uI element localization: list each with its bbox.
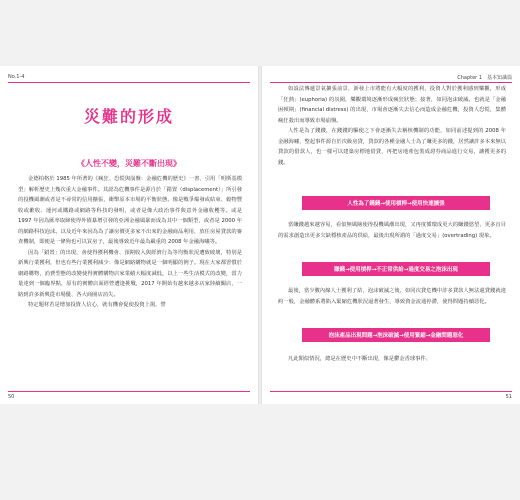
left-paragraph: 金德柏格於 1985 年所著的《瘋狂、恐慌與崩盤：金融危機的歷史》一書，引用「明斯基模型」解析歷史上幾次重大金融事件。其認為危機事件是源自於「錯置（displacement）」所引發的投機風潮或者是不尋常的信用擴張，衝擊原本市場的平衡狀態。像是戰爭爆發或結束、穀物豐收或歉收、運河或鐵路或網路等科技的發明，或者是像大政治事件與意外金融收穫等。或是 1997 年因為匯率取締使得外債暴增引發的亞洲金融風暴而成為其中一個類型，或者是 2000 年的網路科技泡沫。以及近年來因為為了讓房價更多家不出來的金融商品利用，放任房屋貸款的審查機制，即便是一條狗也可以買房子，最後導致近年最為嚴重的 2008 年金融海嘯等。 bbox=[18, 176, 242, 245]
highlight-banner: 賺錢→使用槓桿→不正常供給→過度交易之泡沫出現 bbox=[302, 262, 490, 276]
left-paragraph: 因為「錯置」的出現，會使得獲利機會、預期收入與經濟行為等均衡狀況遭致破壞，特別是新興行業獲利，但也有些行業獲利減少：像是網路購物就是一個明顯的例子。現在大家都習慣於網路購物，消費型態的改變使得實體購物店家業績大幅度減低，以上一些生活模式的改變，當力量達到一個臨界點，原有的實體店面經營遭逢挑戰，2017 年開始有越來越多店家陸續關店，一路到許多新興從市場優、各大商圈店消失。 bbox=[18, 249, 242, 298]
right-body-text-1 bbox=[278, 84, 506, 188]
highlight-banner: 泡沫產品出現問題→泡沫破滅→使用緊縮→金融問題惡化 bbox=[302, 328, 490, 342]
left-footer-rule bbox=[8, 391, 250, 392]
left-page-number: 50 bbox=[8, 394, 15, 400]
left-header-rule bbox=[8, 82, 250, 83]
right-footer-rule bbox=[270, 391, 512, 392]
right-body-text-4 bbox=[278, 354, 506, 366]
left-page bbox=[0, 66, 258, 404]
right-page-number: 51 bbox=[505, 394, 512, 400]
chapter-title: 災難的形成 bbox=[83, 107, 174, 126]
left-running-head: No.1-4 bbox=[8, 74, 25, 80]
right-paragraph: 人性是為了錢錢，在錢錢的驅使之下會逐漸失去稱核機制的功能，如同前述提到的 2008 年金融海嘯，整起事件源自於次級房貸，貸款的各種金融人士為了賺更多的錢，居然讓許多本來無以貸款的借款人，也一樣可以建築房標地借貸，再把房地產包裝成證券商品進行交易，讓獲更多的錢。 bbox=[278, 128, 506, 166]
right-page bbox=[262, 66, 520, 404]
right-paragraph: 如設法傳遞景氣擴張前景，新發上市將能有大幅度的獲利，投資人對於獲利感到樂觀，形成「狂熱」(euphoria) 的氛圍，樂觀環境逐漸形成瘋狂狀態；接著，如同泡沫破滅，也就是「金融困頓期」(financial distress) 的出現，市場會逐漸失去信心而造成金融危機，投資人恐慌，集體瘋狂殺出而導致市場崩盤。 bbox=[278, 86, 506, 124]
right-body-text-3 bbox=[278, 286, 506, 318]
right-body-text-2 bbox=[278, 220, 506, 252]
book-spread bbox=[0, 66, 520, 404]
left-body-text bbox=[18, 174, 242, 386]
section-subtitle: 《人性不變，災難不斷出現》 bbox=[77, 159, 181, 168]
right-running-head: Chapter 1 基本知識篇 bbox=[457, 75, 512, 81]
right-paragraph: 當賺錢越來越容易，看似無風險使得投機風潮出現，又再度循環成更大的賺錢慾望，更多盲目的需求創造出更多欠缺穩核產品的供給，最後出現所謂的「過度交易」(overtrading) 現象。 bbox=[278, 222, 506, 239]
right-paragraph: 最後，當少數內線人士獲利了結，泡沫破滅之後，如同次貸危機中許多貸款人無法還貸錢就違約一般，金融體系將陷入緊縮危機狀況逼著發生，導致資金流通停滯，使得問題持續惡化。 bbox=[278, 288, 506, 305]
right-header-rule bbox=[270, 82, 512, 83]
highlight-banner: 人性為了錢錢→使用槓桿→使用快速擴張 bbox=[302, 196, 490, 210]
right-paragraph: 凡此類似情況，總是在歷史中不斷出現，像是鬱金香球事件、 bbox=[288, 356, 432, 362]
left-paragraph: 特定題材若是增加投資人信心，就有機會促使投資上揚，譬 bbox=[28, 302, 166, 308]
